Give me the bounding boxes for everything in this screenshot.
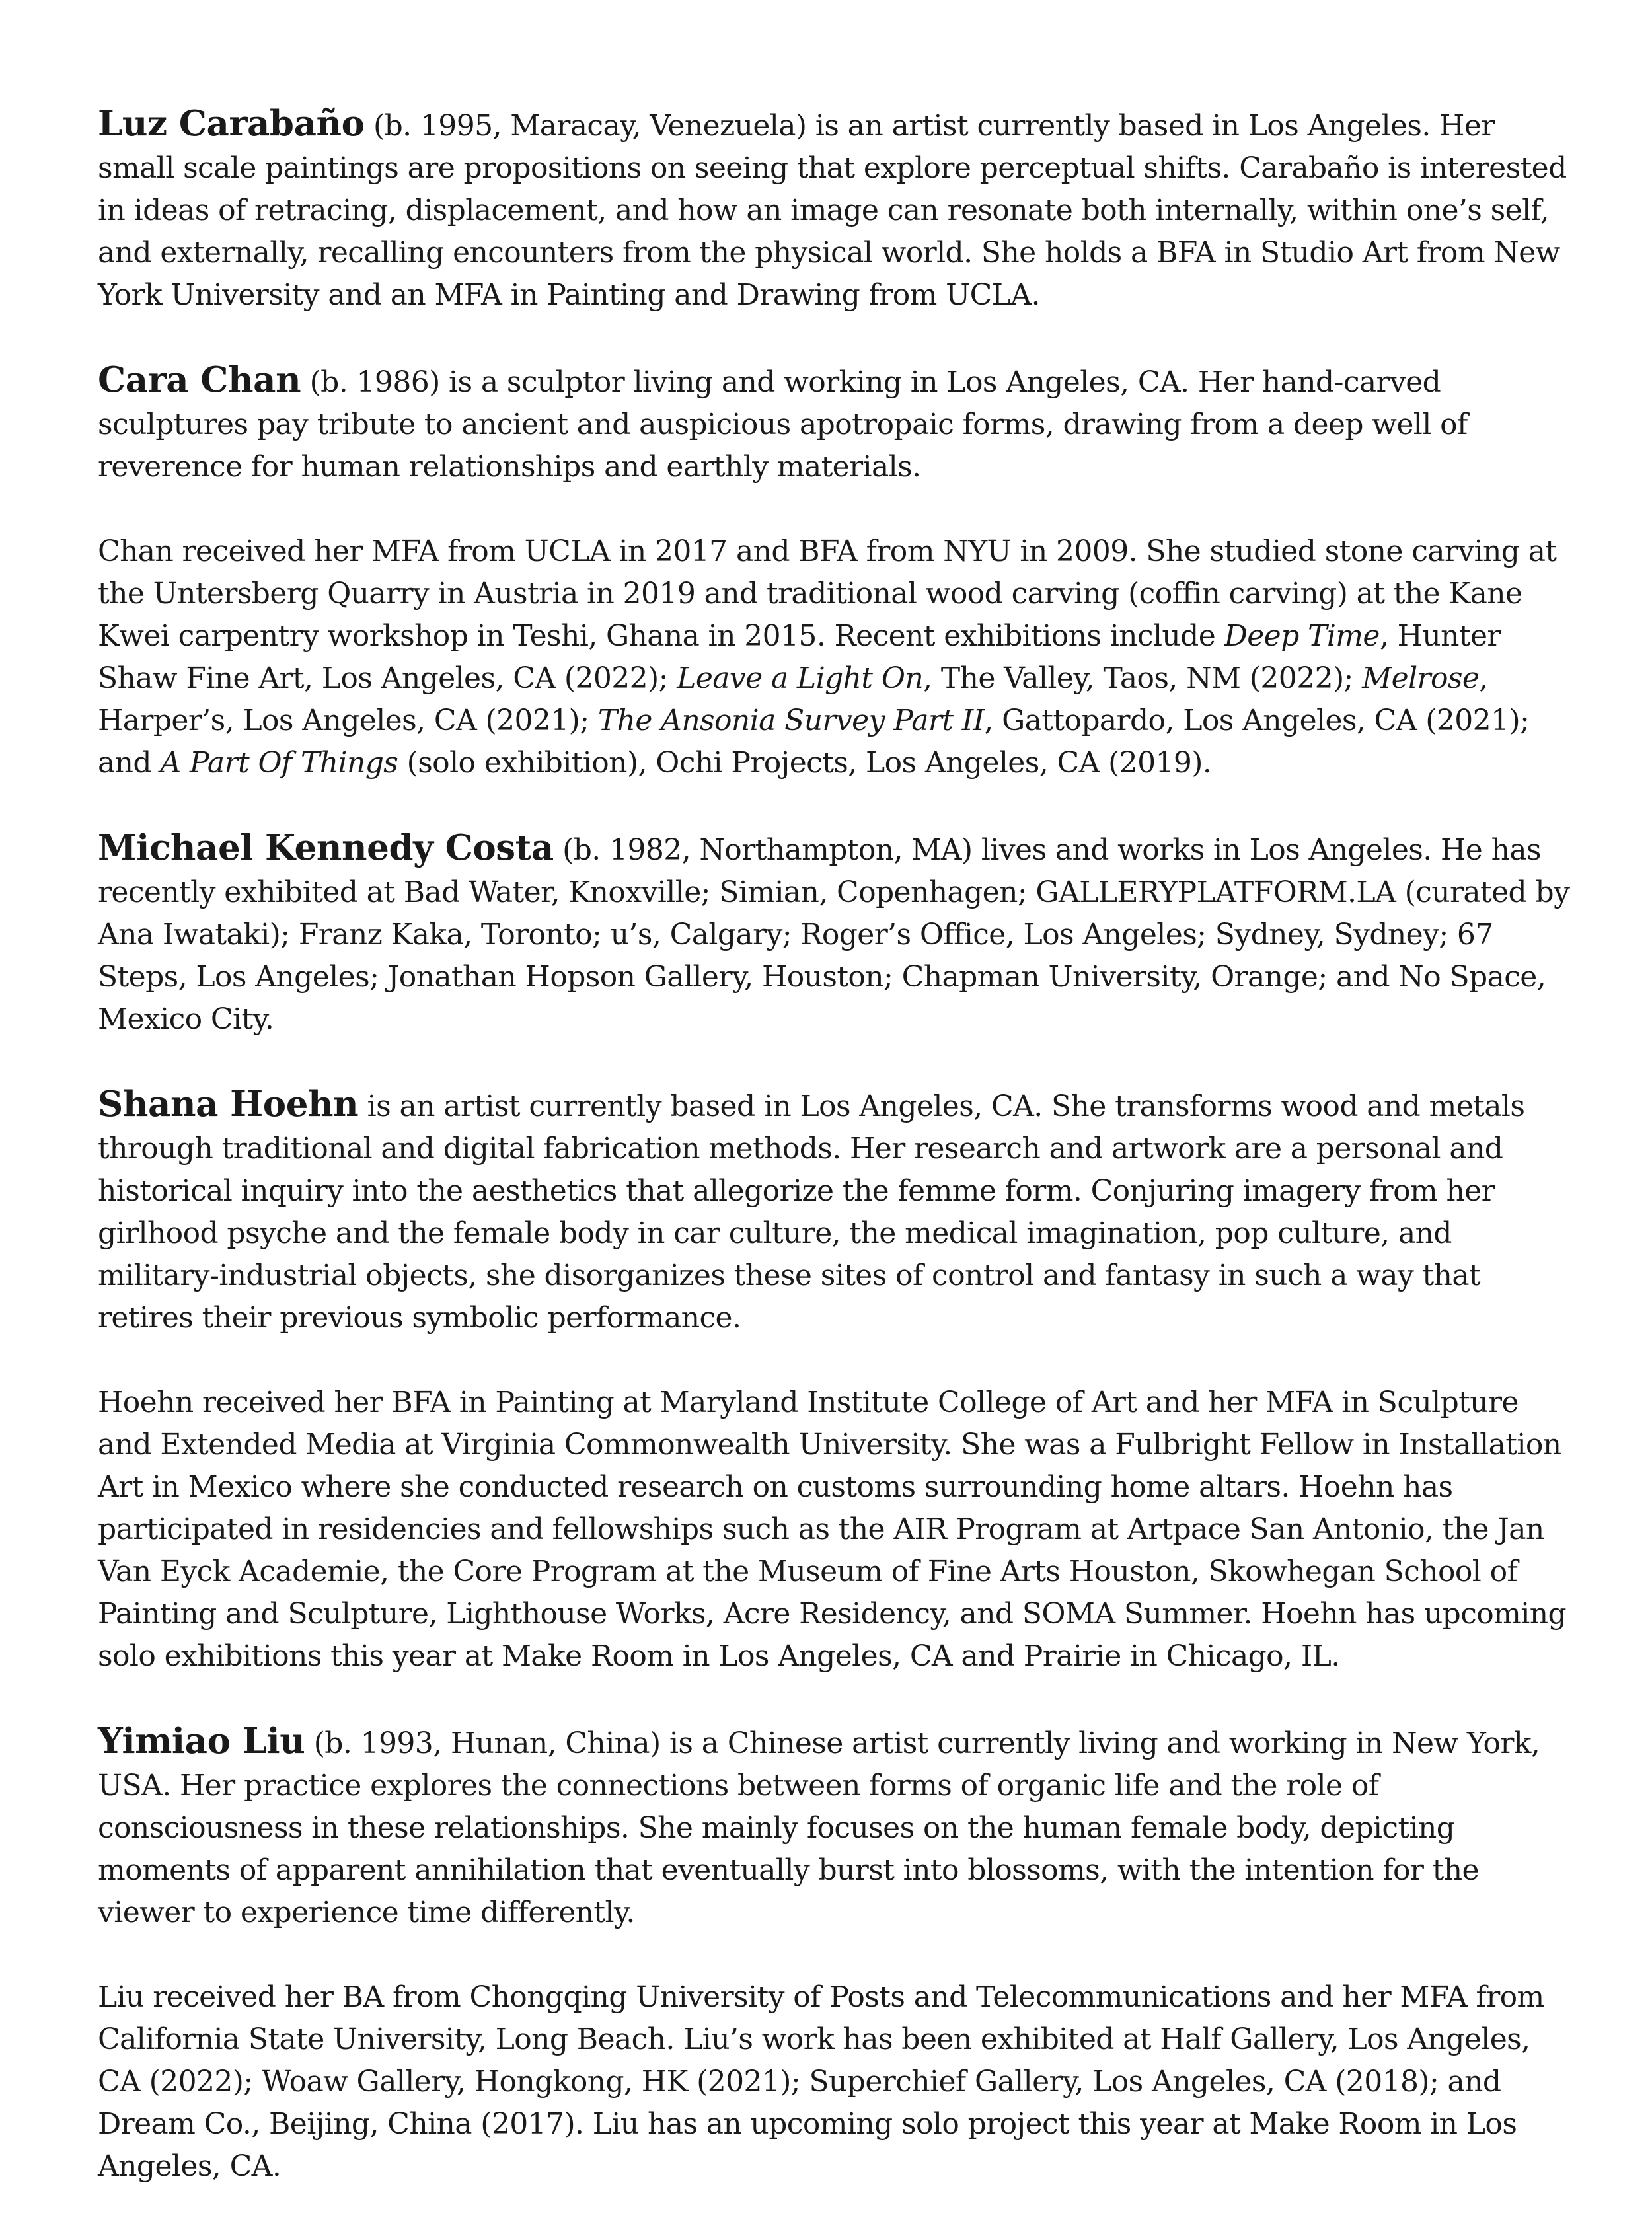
bio-text: Chan received her MFA from UCLA in 2017 and BFA from NYU in 2009. She studied stone carving at the Untersberg Quarry in Austria in 2019 and traditional wood carving (coffin carving) at the Kane Kwei carpentry workshop in Teshi, Ghana in 2015. Recent exhibitions include	[98, 535, 1557, 653]
bio-text: (solo exhibition), Ochi Projects, Los Angeles, CA (2019).	[398, 746, 1212, 780]
exhibition-title: Deep Time	[1224, 619, 1380, 653]
artist-name: Michael Kennedy Costa	[98, 827, 554, 868]
bio-shana-hoehn	[98, 1083, 1571, 1339]
bio-text: , Gattopardo, Los Angeles, CA (2021); and	[98, 704, 1530, 780]
exhibition-title: Leave a Light On	[677, 661, 924, 695]
bio-text: , Harper’s, Los Angeles, CA (2021);	[98, 661, 1488, 737]
bio-cara-chan	[98, 359, 1571, 488]
bio-cara-chan-exhibitions	[98, 531, 1571, 784]
exhibition-title: A Part Of Things	[160, 746, 398, 780]
bio-text: (b. 1995, Maracay, Venezuela) is an artist currently based in Los Angeles. Her small scale paintings are propositions on seeing that explore perceptual shifts. Carabaño is interested in ideas of retracing, displacement, and how an image can resonate both internally, within one’s self, and externally, recalling encounters from the physical world. She holds a BFA in Studio Art from New York University and an MFA in Painting and Drawing from UCLA.	[98, 109, 1567, 312]
bio-michael-kennedy-costa	[98, 827, 1571, 1041]
artist-name: Shana Hoehn	[98, 1084, 359, 1125]
bio-text: (b. 1993, Hunan, China) is a Chinese artist currently living and working in New York, USA. Her practice explores the connections between forms of organic life and the role of consciousness in these relationships. She mainly focuses on the human female body, depicting moments of apparent annihilation that eventually burst into blossoms, with the intention for the viewer to experience time differently.	[98, 1727, 1540, 1929]
artist-name: Luz Carabaño	[98, 103, 365, 144]
exhibition-title: The Ansonia Survey Part II	[597, 704, 985, 737]
bio-yimiao-liu	[98, 1720, 1571, 1934]
bio-text: , The Valley, Taos, NM (2022);	[923, 661, 1363, 695]
artist-name: Yimiao Liu	[98, 1721, 305, 1762]
bio-luz-carabano	[98, 102, 1571, 316]
artist-bios-document	[98, 102, 1571, 2230]
bio-text: (b. 1986) is a sculptor living and working in Los Angeles, CA. Her hand-carved sculptures pay tribute to ancient and auspicious apotropaic forms, drawing from a deep well of reverence for human relationships and earthly materials.	[98, 365, 1468, 484]
bio-yimiao-liu-education	[98, 1976, 1571, 2188]
exhibition-title: Melrose	[1362, 661, 1480, 695]
bio-text: , Hunter Shaw Fine Art, Los Angeles, CA (2022);	[98, 619, 1501, 695]
bio-text: is an artist currently based in Los Angeles, CA. She transforms wood and metals through traditional and digital fabrication methods. Her research and artwork are a personal and historical inquiry into the aesthetics that allegorize the femme form. Conjuring imagery from her girlhood psyche and the female body in car culture, the medical imagination, pop culture, and military-industrial objects, she disorganizes these sites of control and fantasy in such a way that retires their previous symbolic performance.	[98, 1090, 1525, 1335]
bio-text: Liu received her BA from Chongqing University of Posts and Telecommunications and her MFA from California State University, Long Beach. Liu’s work has been exhibited at Half Gallery, Los Angeles, CA (2022); Woaw Gallery, Hongkong, HK (2021); Superchief Gallery, Los Angeles, CA (2018); and Dream Co., Beijing, China (2017). Liu has an upcoming solo project this year at Make Room in Los Angeles, CA.	[98, 1980, 1544, 2183]
artist-name: Cara Chan	[98, 359, 301, 400]
bio-shana-hoehn-education	[98, 1382, 1571, 1678]
bio-text: Hoehn received her BFA in Painting at Maryland Institute College of Art and her MFA in Sculpture and Extended Media at Virginia Commonwealth University. She was a Fulbright Fellow in Installation Art in Mexico where she conducted research on customs surrounding home altars. Hoehn has participated in residencies and fellowships such as the AIR Program at Artpace San Antonio, the Jan Van Eyck Academie, the Core Program at the Museum of Fine Arts Houston, Skowhegan School of Painting and Sculpture, Lighthouse Works, Acre Residency, and SOMA Summer. Hoehn has upcoming solo exhibitions this year at Make Room in Los Angeles, CA and Prairie in Chicago, IL.	[98, 1386, 1567, 1673]
bio-text: (b. 1982, Northampton, MA) lives and works in Los Angeles. He has recently exhibited at Bad Water, Knoxville; Simian, Copenhagen; GALLERYPLATFORM.LA (curated by Ana Iwataki); Franz Kaka, Toronto; u’s, Calgary; Roger’s Office, Los Angeles; Sydney, Sydney; 67 Steps, Los Angeles; Jonathan Hopson Gallery, Houston; Chapman University, Orange; and No Space, Mexico City.	[98, 833, 1570, 1036]
